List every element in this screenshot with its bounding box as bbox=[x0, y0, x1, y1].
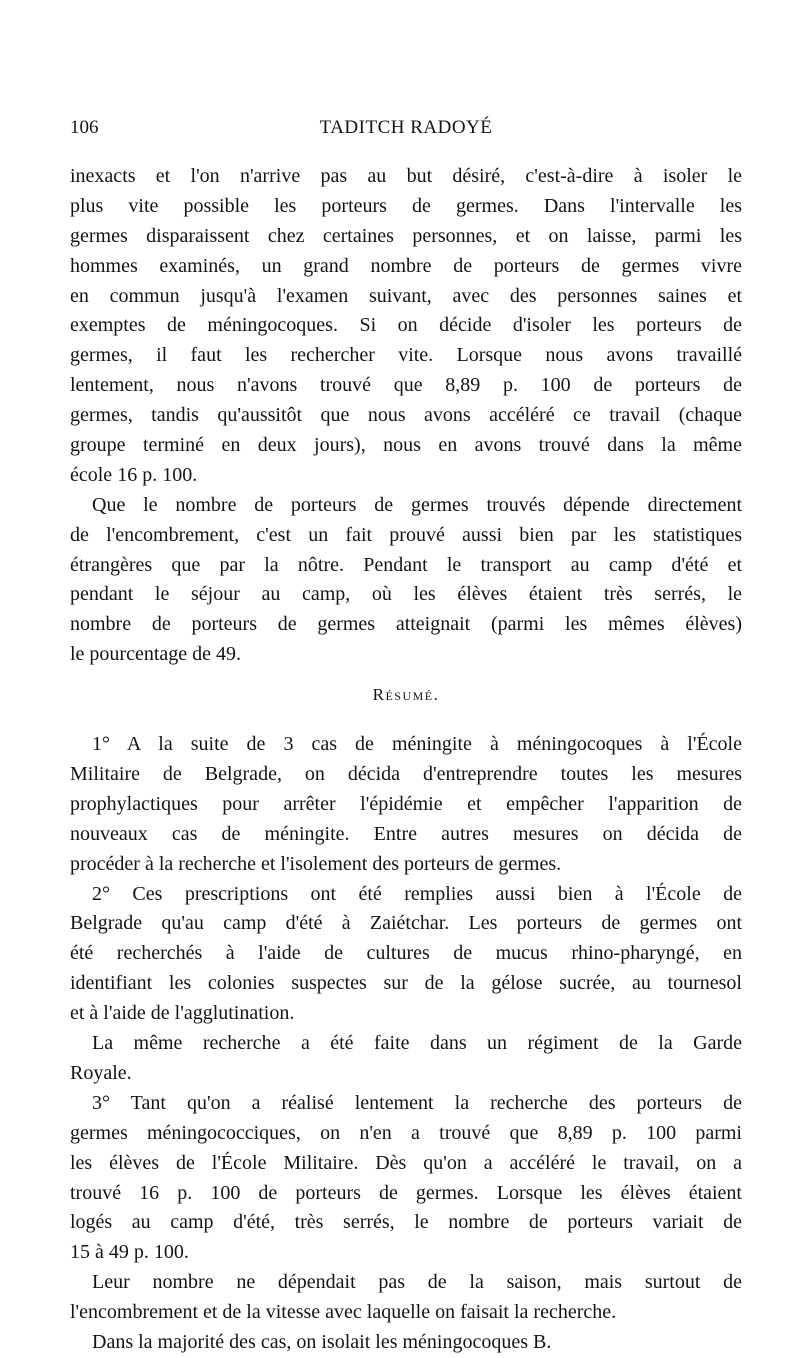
page-number: 106 bbox=[70, 117, 99, 138]
text-line: 15 à 49 p. 100. bbox=[70, 1241, 189, 1264]
resume-paragraph-4 bbox=[70, 1089, 742, 1268]
body-text bbox=[70, 162, 742, 1358]
text-line: Belgrade qu'au camp d'été à Zaiétchar. Les porteurs de germes ont bbox=[70, 912, 742, 935]
text-line: germes méningococciques, on n'en a trouvé que 8,89 p. 100 parmi bbox=[70, 1121, 742, 1144]
text-line: germes disparaissent chez certaines personnes, et on laisse, parmi les bbox=[70, 224, 742, 247]
text-line: étrangères que par la nôtre. Pendant le transport au camp d'été et bbox=[70, 553, 742, 576]
text-line: groupe terminé en deux jours), nous en avons trouvé dans la même bbox=[70, 434, 742, 457]
text-line: germes, tandis qu'aussitôt que nous avons accéléré ce travail (chaque bbox=[70, 404, 742, 427]
text-line: nombre de porteurs de germes atteignait (parmi les mêmes élèves) bbox=[70, 613, 742, 636]
text-line: logés au camp d'été, très serrés, le nombre de porteurs variait de bbox=[70, 1211, 742, 1234]
paragraph-2 bbox=[70, 491, 742, 670]
resume-heading-text: Résumé. bbox=[372, 685, 440, 705]
text-line: plus vite possible les porteurs de germes. Dans l'intervalle les bbox=[70, 194, 742, 217]
text-line: de l'encombrement, c'est un fait prouvé aussi bien par les statistiques bbox=[70, 523, 742, 546]
text-line: en commun jusqu'à l'examen suivant, avec des personnes saines et bbox=[70, 284, 742, 307]
resume-paragraph-5 bbox=[70, 1268, 742, 1328]
resume-heading bbox=[70, 680, 742, 716]
text-line: 2° Ces prescriptions ont été remplies aussi bien à l'École de bbox=[92, 882, 742, 905]
text-line: Royale. bbox=[70, 1061, 132, 1084]
text-line: hommes examinés, un grand nombre de porteurs de germes vivre bbox=[70, 254, 742, 277]
text-line: inexacts et l'on n'arrive pas au but désiré, c'est-à-dire à isoler le bbox=[70, 165, 742, 187]
text-line: lentement, nous n'avons trouvé que 8,89 p. 100 de porteurs de bbox=[70, 374, 742, 397]
text-line: école 16 p. 100. bbox=[70, 463, 198, 486]
text-line: Dans la majorité des cas, on isolait les méningocoques B. bbox=[92, 1330, 552, 1353]
text-line: 3° Tant qu'on a réalisé lentement la recherche des porteurs de bbox=[92, 1091, 742, 1114]
text-line: prophylactiques pour arrêter l'épidémie et empêcher l'apparition de bbox=[70, 792, 742, 815]
text-line: et à l'aide de l'agglutination. bbox=[70, 1002, 295, 1025]
text-line: procéder à la recherche et l'isolement des porteurs de germes. bbox=[70, 852, 562, 875]
text-line: le pourcentage de 49. bbox=[70, 643, 242, 666]
resume-paragraph-1 bbox=[70, 730, 742, 879]
text-line: La même recherche a été faite dans un régiment de la Garde bbox=[92, 1032, 742, 1055]
page-header bbox=[70, 117, 742, 145]
text-line: Militaire de Belgrade, on décida d'entreprendre toutes les mesures bbox=[70, 763, 742, 786]
paragraph-1 bbox=[70, 162, 742, 491]
resume-paragraph-2 bbox=[70, 880, 742, 1029]
text-line: 1° A la suite de 3 cas de méningite à méningocoques à l'École bbox=[92, 733, 742, 756]
resume-paragraph-3 bbox=[70, 1029, 742, 1089]
text-line: trouvé 16 p. 100 de porteurs de germes. Lorsque les élèves étaient bbox=[70, 1181, 742, 1204]
resume-paragraph-6 bbox=[70, 1328, 742, 1358]
text-line: identifiant les colonies suspectes sur de la gélose sucrée, au tournesol bbox=[70, 972, 742, 995]
text-line: pendant le séjour au camp, où les élèves étaient très serrés, le bbox=[70, 583, 742, 606]
text-line: été recherchés à l'aide de cultures de mucus rhino-pharyngé, en bbox=[70, 942, 742, 965]
text-line: Leur nombre ne dépendait pas de la saison, mais surtout de bbox=[92, 1271, 742, 1294]
text-line: l'encombrement et de la vitesse avec laquelle on faisait la recherche. bbox=[70, 1301, 617, 1324]
text-line: exemptes de méningocoques. Si on décide d'isoler les porteurs de bbox=[70, 314, 742, 337]
text-line: nouveaux cas de méningite. Entre autres mesures on décida de bbox=[70, 822, 742, 845]
running-head: TADITCH RADOYÉ bbox=[319, 117, 493, 138]
text-line: les élèves de l'École Militaire. Dès qu'on a accéléré le travail, on a bbox=[70, 1151, 742, 1174]
text-line: Que le nombre de porteurs de germes trouvés dépende directement bbox=[92, 493, 742, 516]
text-line: germes, il faut les rechercher vite. Lorsque nous avons travaillé bbox=[70, 344, 742, 367]
